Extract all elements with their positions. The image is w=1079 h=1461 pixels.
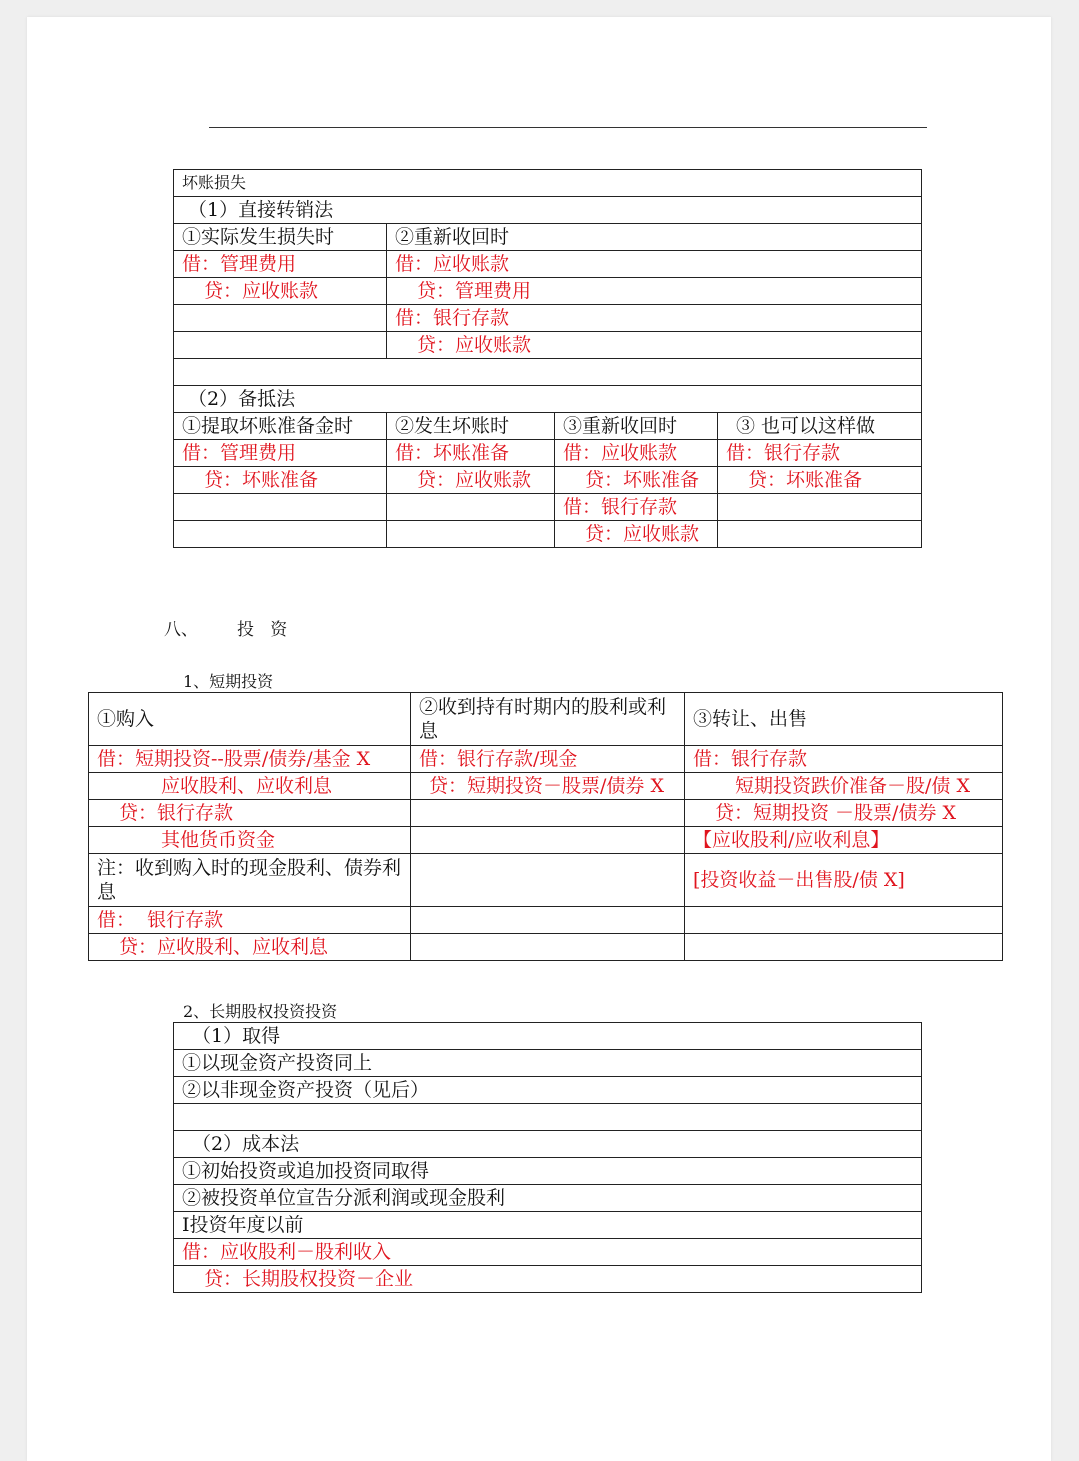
journal-entry: 贷：坏账准备 — [174, 467, 387, 494]
journal-entry: 借：应收账款 — [387, 251, 922, 278]
note-text: 注：收到购入时的现金股利、债券利息 — [89, 854, 411, 907]
long-term-row: （2）成本法 — [174, 1131, 922, 1158]
empty-cell — [411, 800, 685, 827]
allowance-method-label: （2）备抵法 — [174, 386, 922, 413]
empty-cell — [387, 521, 555, 548]
journal-entry: 【应收股利/应收利息】 — [685, 827, 1003, 854]
long-term-row: （1）取得 — [174, 1023, 922, 1050]
direct-col2-header: ②重新收回时 — [387, 224, 922, 251]
journal-entry: 贷：短期投资 －股票/债券 X — [685, 800, 1003, 827]
journal-entry: [投资收益－出售股/债 X] — [685, 854, 1003, 907]
journal-entry: 借：银行存款 — [387, 305, 922, 332]
empty-cell — [174, 305, 387, 332]
empty-cell — [411, 907, 685, 934]
journal-entry: 借：应收账款 — [555, 440, 718, 467]
empty-cell — [174, 332, 387, 359]
journal-entry: 贷：坏账准备 — [555, 467, 718, 494]
journal-entry: 借：坏账准备 — [387, 440, 555, 467]
journal-entry: 借： 银行存款 — [89, 907, 411, 934]
empty-cell — [174, 521, 387, 548]
short-term-table — [88, 692, 1003, 961]
allowance-header: ③重新收回时 — [555, 413, 718, 440]
empty-cell — [174, 494, 387, 521]
journal-entry: 其他货币资金 — [89, 827, 411, 854]
spacer-row — [174, 1104, 922, 1131]
header-rule — [209, 127, 927, 128]
short-term-header: ②收到持有时期内的股利或利息 — [411, 693, 685, 746]
direct-col1-header: ①实际发生损失时 — [174, 224, 387, 251]
journal-entry: 借：短期投资--股票/债券/基金 X — [89, 746, 411, 773]
bad-debt-title: 坏账损失 — [174, 170, 922, 197]
long-term-row: ①以现金资产投资同上 — [174, 1050, 922, 1077]
empty-cell — [411, 934, 685, 961]
empty-cell — [685, 907, 1003, 934]
short-term-header: ③转让、出售 — [685, 693, 1003, 746]
empty-cell — [685, 934, 1003, 961]
long-term-row: ②被投资单位宣告分派利润或现金股利 — [174, 1185, 922, 1212]
empty-cell — [387, 494, 555, 521]
journal-entry: 借：应收股利－股利收入 — [174, 1239, 922, 1266]
journal-entry: 借：管理费用 — [174, 440, 387, 467]
document-page — [27, 17, 1051, 1461]
long-term-row: Ⅰ投资年度以前 — [174, 1212, 922, 1239]
empty-cell — [411, 827, 685, 854]
empty-cell — [718, 494, 922, 521]
journal-entry: 借：银行存款/现金 — [411, 746, 685, 773]
journal-entry: 贷：应收账款 — [387, 332, 922, 359]
long-term-row: ①初始投资或追加投资同取得 — [174, 1158, 922, 1185]
journal-entry: 借：银行存款 — [685, 746, 1003, 773]
journal-entry: 贷：应收账款 — [387, 467, 555, 494]
short-term-header: ①购入 — [89, 693, 411, 746]
journal-entry: 贷：长期股权投资－企业 — [174, 1266, 922, 1293]
empty-cell — [718, 521, 922, 548]
journal-entry: 短期投资跌价准备－股/债 X — [685, 773, 1003, 800]
short-term-heading: 1、短期投资 — [183, 672, 274, 691]
direct-writeoff-label: （1）直接转销法 — [174, 197, 922, 224]
journal-entry: 贷：应收股利、应收利息 — [89, 934, 411, 961]
journal-entry: 贷：应收账款 — [174, 278, 387, 305]
long-term-heading: 2、长期股权投资投资 — [183, 1002, 338, 1021]
journal-entry: 借：银行存款 — [718, 440, 922, 467]
journal-entry: 应收股利、应收利息 — [89, 773, 411, 800]
allowance-header: ①提取坏账准备金时 — [174, 413, 387, 440]
bad-debt-table — [173, 169, 922, 548]
journal-entry: 贷：银行存款 — [89, 800, 411, 827]
long-term-row: ②以非现金资产投资（见后） — [174, 1077, 922, 1104]
section-number: 八、 — [164, 620, 198, 640]
journal-entry: 贷：短期投资－股票/债券 X — [411, 773, 685, 800]
journal-entry: 贷：坏账准备 — [718, 467, 922, 494]
empty-cell — [411, 854, 685, 907]
allowance-header: ②发生坏账时 — [387, 413, 555, 440]
spacer-row — [174, 359, 922, 386]
allowance-header: ③ 也可以这样做 — [718, 413, 922, 440]
long-term-table — [173, 1022, 922, 1293]
journal-entry: 贷：管理费用 — [387, 278, 922, 305]
section-title: 投 资 — [237, 620, 288, 640]
journal-entry: 贷：应收账款 — [555, 521, 718, 548]
journal-entry: 借：银行存款 — [555, 494, 718, 521]
journal-entry: 借：管理费用 — [174, 251, 387, 278]
